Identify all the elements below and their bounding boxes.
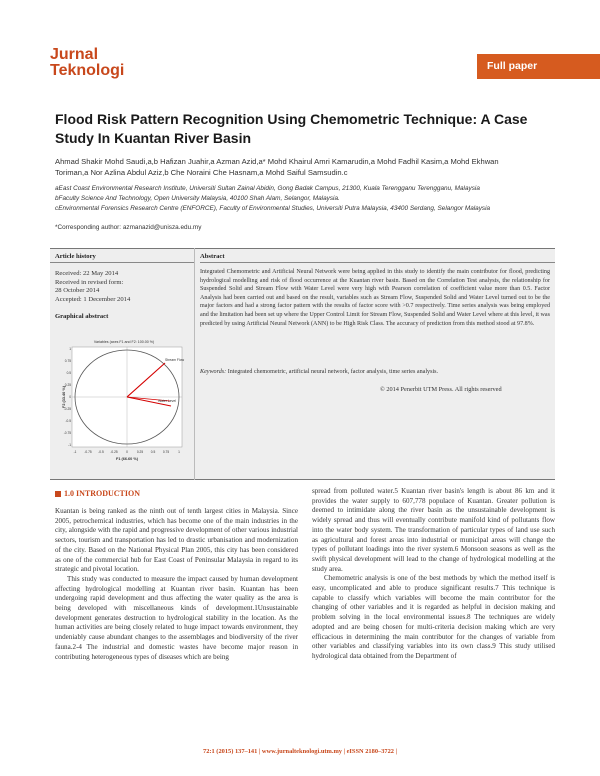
section-marker	[55, 491, 61, 497]
author-list	[55, 156, 560, 178]
journal-logo	[50, 47, 124, 79]
keywords-list: Integrated chemometric, artificial neural network, factor analysis, time series analysis.	[227, 369, 439, 375]
body-right-column	[312, 487, 555, 662]
paragraph: This study was conducted to measure the impact caused by human development affecting hydrological modelling at Kuantan river basin. Kuantan has been undergoing rapid development and thus affecting the water quality as the area is being developed with miscellaneous kinds of development.1Unsustainable development generates destruction to hydrological stability in the location. As the human activities are being closely related to huge impact towards environment, they undeniably cause abundant changes to the assemblages and biodiversity of the river fauna.2-4 The industrial and domestic wastes have become major reason in contributing heterogeneous types of diseases which are being	[55, 574, 298, 661]
paragraph: Kuantan is being ranked as the ninth out of tenth largest cities in Malaysia. Since 2005, petrochemical industries, which has become one of the main industries in the city, alongside with the rapid and progressive development of other various industrial sectors, tourism and transportation has led to drastic urbanisation and modernization of the city. Based on the National Physical Plan 2005, this city has been considered as one of the commercial hub for East Coast of Peninsular Malaysia in regard to its strategic and pivotal location.	[55, 507, 298, 574]
article-history	[55, 270, 130, 304]
paragraph: Chemometric analysis is one of the best methods by which the method itself is easy, uncomplicated and able to produce significant results.7 This technique is capable to classify which variables will become the main contributor for the changing of other variables and it is regarded as helpful in decision making and problem solving in the local environmental issues.8 The techniques are widely adopted and are being chosen for multi-criteria decision making which are very efficacious in determining the main contributor for the changes of variable from other variables and classifying variables into its own class.9 This study utilised hydrological data obtained from the Department of	[312, 574, 555, 660]
vector-label-water-level: Water Level	[158, 399, 176, 403]
y-tick: 0.75	[64, 359, 71, 363]
history-line: 28 October 2014	[55, 287, 100, 294]
graph-x-label: F1 (66.60 %)	[116, 457, 138, 461]
x-tick: -0.5	[98, 450, 104, 454]
y-tick: 0.25	[64, 383, 71, 387]
history-line: Received: 22 May 2014	[55, 270, 119, 277]
y-tick: 0	[69, 395, 71, 399]
paper-type-ribbon: Full paper	[477, 54, 600, 79]
x-tick: 0.25	[136, 450, 144, 454]
y-tick: -0.75	[63, 431, 71, 435]
graphical-abstract-figure	[62, 335, 187, 470]
keywords-label: Keywords:	[200, 369, 227, 375]
y-tick: -1	[68, 443, 71, 447]
abstract-label: Abstract	[200, 253, 225, 260]
x-tick: 1	[178, 450, 180, 454]
x-tick: 0	[126, 450, 128, 454]
history-line: Accepted: 1 December 2014	[55, 295, 131, 303]
copyright-notice: © 2014 Penerbit UTM Press. All rights reserved	[380, 386, 502, 393]
y-tick: -0.5	[65, 419, 71, 423]
graph-y-label: F2 (33.40 %)	[62, 386, 66, 408]
article-history-label: Article history	[55, 253, 96, 260]
history-rule	[50, 262, 194, 263]
y-tick: 0.5	[66, 371, 71, 375]
logo-line-1: Jurnal	[50, 46, 99, 63]
x-tick: -0.25	[110, 450, 118, 454]
graph-title: Variables (axes F1 and F2: 100.00 %)	[93, 340, 155, 344]
affiliation-b: bFaculty Science And Technology, Open University Malaysia, 40100 Shah Alam, Selangor, Malaysia.	[55, 195, 340, 202]
abstract-rule	[200, 262, 555, 263]
logo-line-2: Teknologi	[50, 62, 125, 79]
x-tick: 0.75	[162, 450, 170, 454]
title-line-2: Study In Kuantan River Basin	[55, 130, 252, 146]
info-box-divider	[194, 248, 195, 480]
x-tick: -0.75	[84, 450, 92, 454]
affiliation-c: cEnvironmental Forensics Research Centre (ENFORCE), Faculty of Environmental Studies, Universiti Putra Malaysia, 43400 Serdang, Selangor Malaysia	[55, 205, 491, 212]
page-footer: 72:1 (2015) 137–141 | www.jurnalteknologi.utm.my | eISSN 2180–3722 |	[203, 748, 397, 755]
abstract-text: Integrated Chemometric and Artificial Neural Network were being applied in this study to identify the main contributor for flood, predicting hydrological modelling and risk of flood occurrence at the Kuantan river basin. Based on the Correlation Test analysis, the relationship for Suspended Solid and Stream Flow with Water Level were very high with Pearson correlation of coefficient value more than 0.5. Factor Analysis had been carried out and based on the result, variables such as Stream Flow, Suspended Solid and Water Level turned out to be the major factors and had a strong factor pattern with the results of factor score with >0.7 respectively. Time series analysis was being employed and the limitation had been set up where the Upper Control Limit for Stream Flow, Suspended Solid and Water Level where at this level, it was predicted by using Artificial Neural Network (ANN) to be High Risk Class. The accuracy of prediction from this method stood at 97.8%.	[200, 269, 550, 327]
x-tick: 0.5	[150, 450, 156, 454]
y-tick: 1	[69, 347, 71, 351]
graphical-abstract-label: Graphical abstract	[55, 313, 109, 320]
authors-line-2: Toriman,a Nor Azlina Abdul Aziz,b Che Noraini Che Hasnam,a Mohd Saiful Samsudin.c	[55, 168, 348, 177]
paper-title	[55, 110, 555, 148]
introduction-heading: 1.0 INTRODUCTION	[64, 489, 141, 498]
authors-line-1: Ahmad Shakir Mohd Saudi,a,b Hafizan Juahir,a Azman Azid,a* Mohd Khairul Amri Kamarudin,a Mohd Fadhil Kasim,a Mohd Ekhwan	[55, 157, 499, 166]
x-tick: -1	[73, 450, 77, 454]
corresponding-author: *Corresponding author: azmanazid@unisza.edu.my	[55, 224, 202, 231]
body-left-column	[55, 507, 298, 662]
keywords	[200, 369, 550, 375]
affiliations	[55, 184, 560, 214]
vector-label-stream-flow: Stream Flow	[165, 358, 185, 362]
y-tick: -0.25	[63, 407, 71, 411]
paragraph: spread from polluted water.5 Kuantan river basin's length is about 86 km and it provides the water supply to 607,778 populace of Kuantan. Greater pollution is deemed to intimidate along the river basin as the unsustainable development is widely spread and thus will eventually contribute manifold kind of pollutants flow into the water body system. The transformation of particular types of land use such as agricultural and forest areas into industrial or municipal areas will change the types of pollutant loadings into the river system.6 Monsoon seasons as well as the swift physical development will lead to the change of hydrological modelling at the study area.	[312, 487, 555, 573]
affiliation-a: aEast Coast Environmental Research Institute, Universiti Sultan Zainal Abidin, Gong Badak Campus, 21300, Kuala Terengganu Terengganu, Malaysia	[55, 185, 480, 192]
history-line: Received in revised form:	[55, 278, 124, 286]
title-line-1: Flood Risk Pattern Recognition Using Chemometric Technique: A Case	[55, 111, 528, 127]
